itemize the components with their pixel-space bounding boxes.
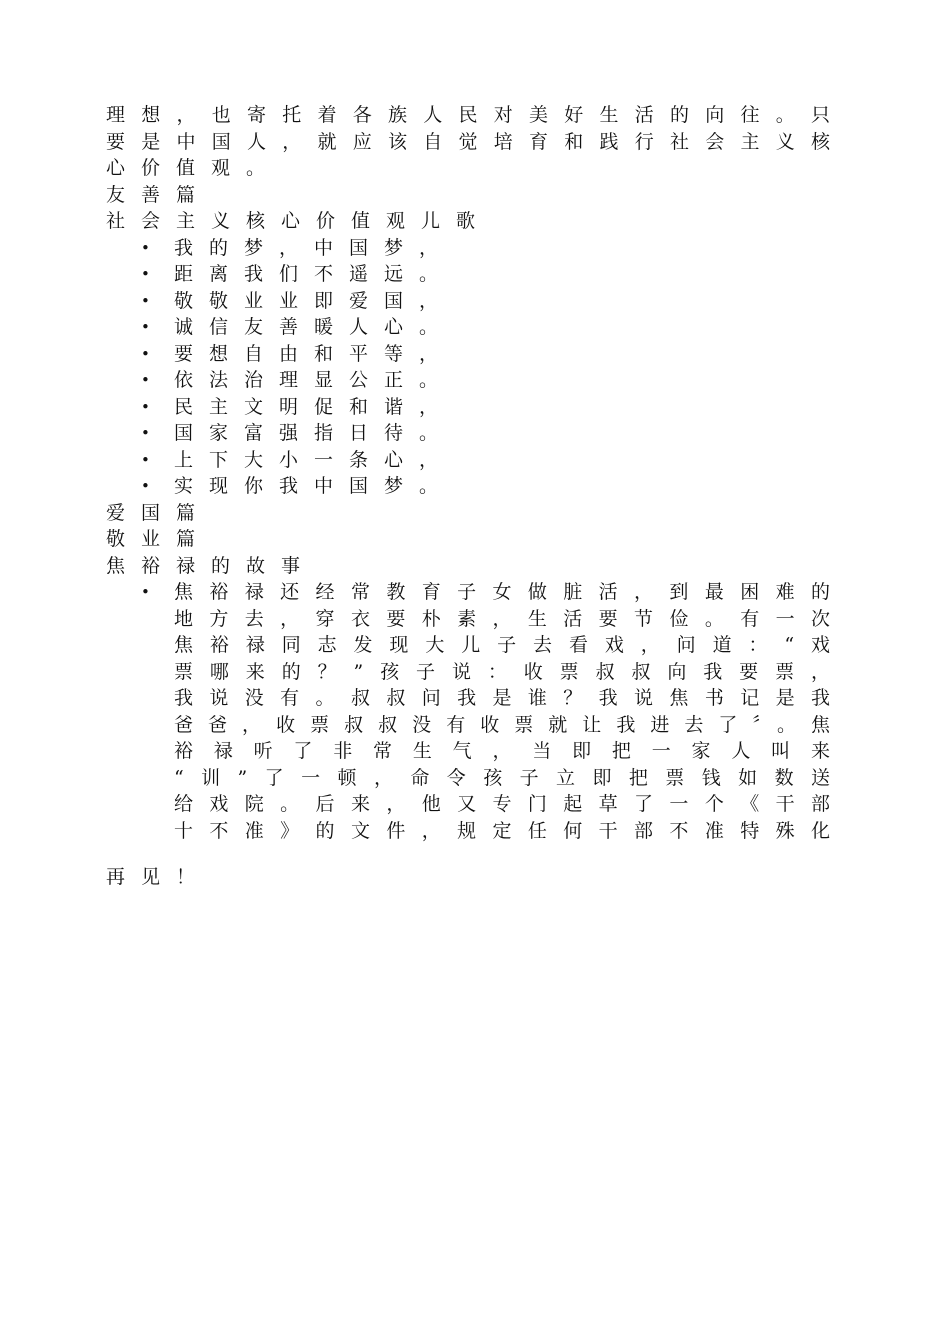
- intro-line-2: 要是中国人，就应该自觉培育和践行社会主义核: [106, 130, 830, 153]
- bullet-icon: •: [141, 238, 150, 257]
- rhyme-line: 民主文明促和谐，: [174, 395, 455, 418]
- story-line: 爸爸，收票叔叔没有收票就让我进去了〞。焦: [174, 713, 830, 736]
- story-line: 票哪来的？”孩子说：收票叔叔向我要票，: [174, 660, 830, 683]
- bullet-icon: •: [141, 450, 150, 469]
- rhyme-line: 敬敬业业即爱国，: [174, 289, 455, 312]
- nursery-rhyme-list: [106, 235, 830, 500]
- bullet-icon: •: [141, 424, 150, 442]
- rhyme-line: 距离我们不遥远。: [174, 263, 455, 285]
- story-line: 裕禄听了非常生气，当即把一家人叫来: [174, 740, 830, 762]
- list-item: [106, 447, 830, 474]
- closing-text: 再见！: [106, 866, 212, 888]
- heading-nursery-rhyme: 社会主义核心价值观儿歌: [106, 210, 492, 232]
- rhyme-line: 诚信友善暖人心。: [174, 316, 455, 338]
- list-item: [106, 288, 830, 315]
- heading-youshan: 友善篇: [106, 183, 212, 206]
- list-item: [106, 420, 830, 447]
- story-line: “训”了一顿，命令孩子立即把票钱如数送: [174, 766, 830, 789]
- bullet-icon: •: [141, 291, 150, 310]
- list-item: [106, 235, 830, 262]
- list-item: [106, 367, 830, 394]
- rhyme-line: 实现你我中国梦。: [174, 475, 455, 497]
- intro-line-3: 心价值观。: [106, 157, 282, 179]
- list-item: [106, 341, 830, 368]
- spacer: [106, 844, 830, 864]
- story-line: 焦裕禄还经常教育子女做脏活，到最困难的: [174, 581, 830, 603]
- story-line: 我说没有。叔叔问我是谁？我说焦书记是我: [174, 687, 830, 709]
- heading-jingye: 敬业篇: [106, 528, 212, 550]
- bullet-icon: •: [141, 344, 150, 363]
- story-line: 给戏院。后来，他又专门起草了一个《干部: [174, 793, 830, 815]
- heading-aiguo: 爱国篇: [106, 501, 212, 524]
- intro-line-1: 理想，也寄托着各族人民对美好生活的向往。只: [106, 104, 830, 126]
- rhyme-line: 依法治理显公正。: [174, 369, 455, 391]
- story-paragraph: [106, 579, 830, 844]
- bullet-icon: •: [141, 318, 150, 336]
- list-item: [106, 261, 830, 288]
- bullet-icon: •: [141, 477, 150, 495]
- story-line: 焦裕禄同志发现大儿子去看戏，问道：“戏: [174, 634, 830, 656]
- rhyme-line: 上下大小一条心，: [174, 448, 455, 471]
- story-line: 十不准》的文件，规定任何干部不准特殊化: [174, 819, 830, 842]
- bullet-icon: •: [141, 397, 150, 416]
- heading-jiao-story: 焦裕禄的故事: [106, 554, 317, 577]
- bullet-icon: •: [141, 583, 150, 601]
- list-item: [106, 314, 830, 341]
- document-page: [106, 102, 830, 891]
- story-line: 地方去，穿衣要朴素，生活要节俭。有一次: [174, 607, 830, 630]
- bullet-icon: •: [141, 265, 150, 283]
- rhyme-line: 要想自由和平等，: [174, 342, 455, 365]
- bullet-icon: •: [141, 371, 150, 389]
- list-item: [106, 394, 830, 421]
- rhyme-line: 我的梦，中国梦，: [174, 236, 455, 259]
- rhyme-line: 国家富强指日待。: [174, 422, 455, 444]
- list-item: [106, 473, 830, 500]
